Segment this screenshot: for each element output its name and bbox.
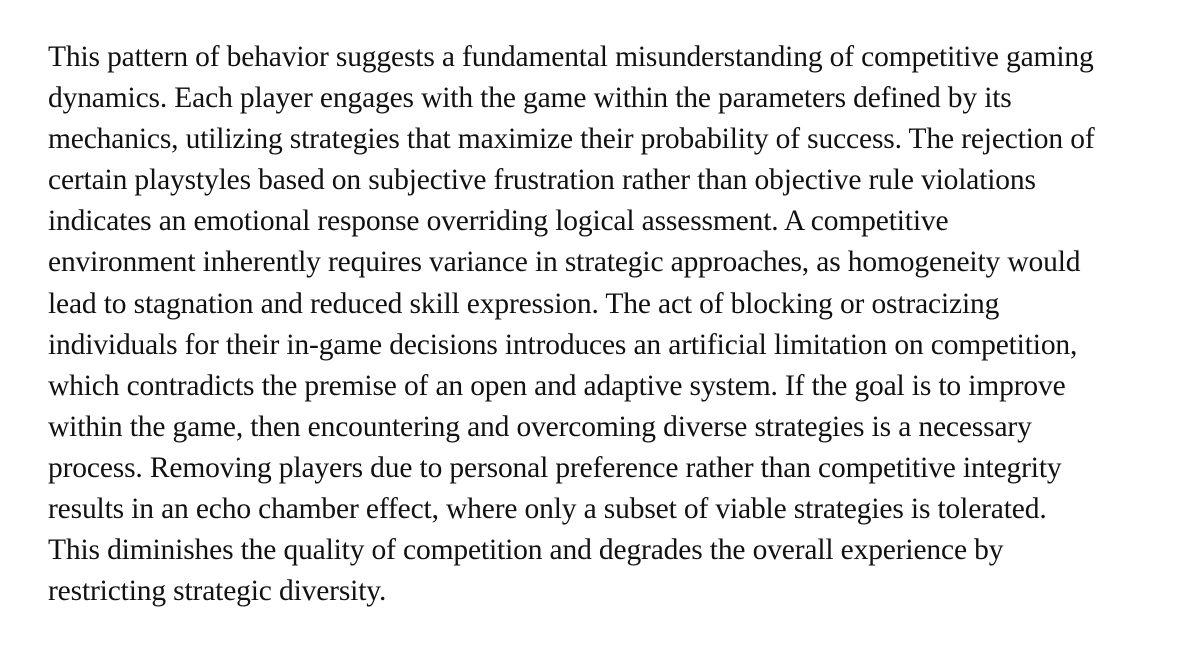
body-paragraph bbox=[48, 37, 1188, 612]
paragraph-line-7: lead to stagnation and reduced skill expression. The act of blocking or ostracizing bbox=[48, 287, 1000, 320]
paragraph-line-12: results in an echo chamber effect, where only a subset of viable strategies is tolerated. bbox=[48, 493, 1047, 526]
paragraph-line-10: within the game, then encountering and overcoming diverse strategies is a necessary bbox=[48, 410, 1032, 443]
paragraph-line-11: process. Removing players due to personal preference rather than competitive integrity bbox=[48, 451, 1062, 484]
paragraph-line-9: which contradicts the premise of an open and adaptive system. If the goal is to improve bbox=[48, 369, 1066, 402]
paragraph-line-13: This diminishes the quality of competition and degrades the overall experience by bbox=[48, 534, 1004, 567]
paragraph-line-14: restricting strategic diversity. bbox=[48, 575, 387, 608]
paragraph-line-3: mechanics, utilizing strategies that maximize their probability of success. The rejection of bbox=[48, 123, 1095, 156]
paragraph-line-5: indicates an emotional response overriding logical assessment. A competitive bbox=[48, 205, 949, 238]
paragraph-line-6: environment inherently requires variance in strategic approaches, as homogeneity would bbox=[48, 246, 1081, 279]
paragraph-line-2: dynamics. Each player engages with the game within the parameters defined by its bbox=[48, 82, 1012, 115]
paragraph-line-4: certain playstyles based on subjective frustration rather than objective rule violations bbox=[48, 164, 1036, 197]
paragraph-line-8: individuals for their in-game decisions introduces an artificial limitation on competition, bbox=[48, 328, 1078, 361]
paragraph-line-1: This pattern of behavior suggests a fundamental misunderstanding of competitive gaming bbox=[48, 41, 1094, 73]
